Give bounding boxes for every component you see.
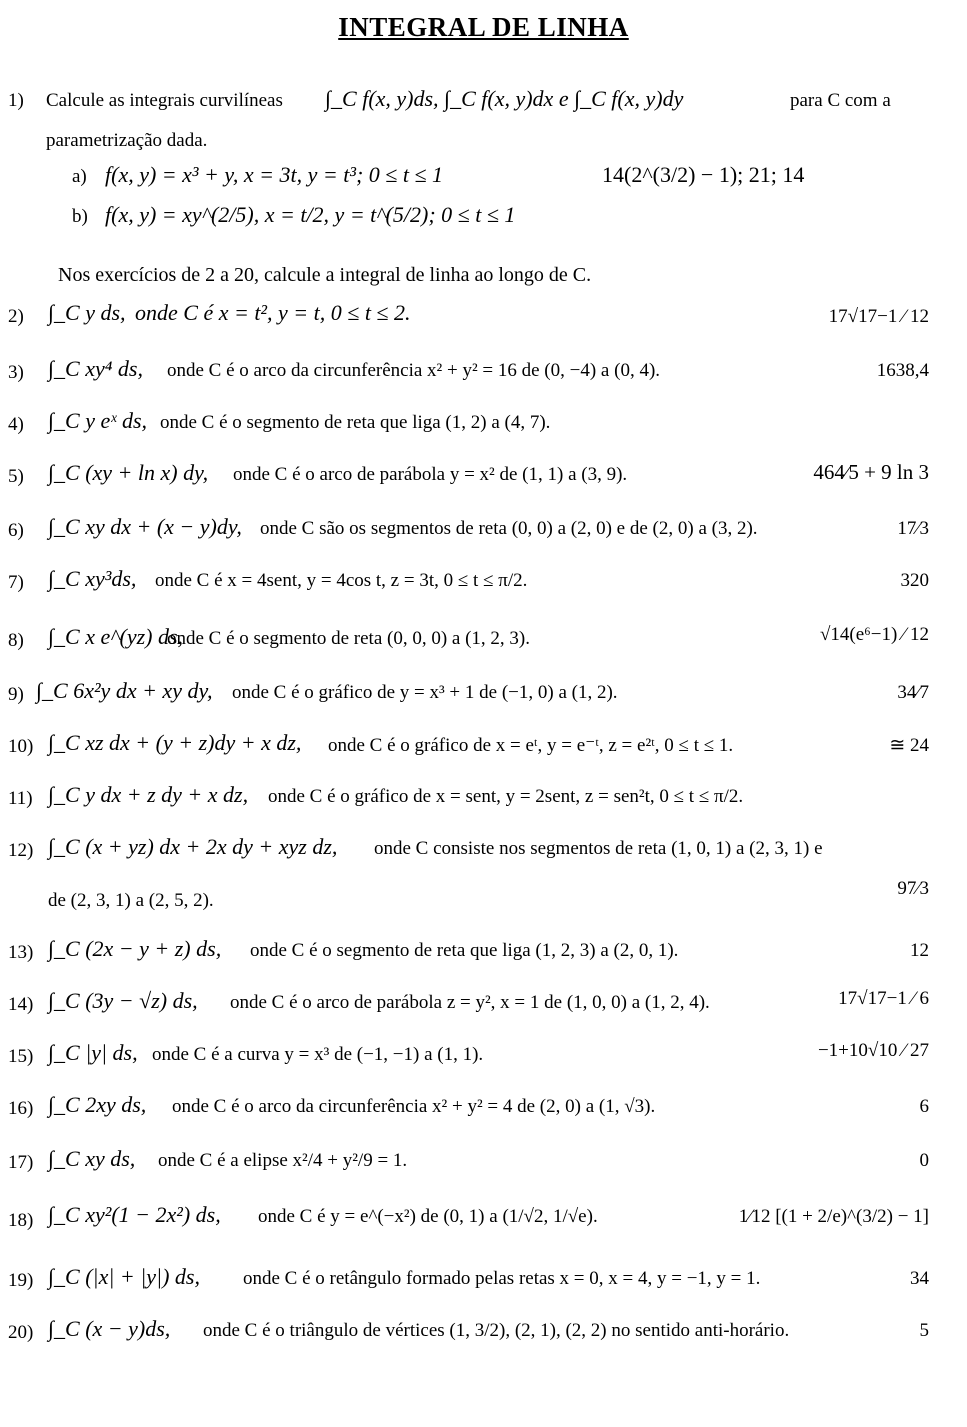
exercise-number: 7) <box>8 572 24 593</box>
exercise-description: onde C é o segmento de reta que liga (1, 2, 3) a (2, 0, 1). <box>250 940 679 961</box>
exercise-description: onde C é a elipse x²/4 + y²/9 = 1. <box>158 1150 408 1171</box>
exercise-integral: ∫_C y ds, <box>48 300 126 325</box>
exercise-answer: 6 <box>919 1096 929 1117</box>
exercise-number: 6) <box>8 520 24 541</box>
exercise-number: 17) <box>8 1152 34 1173</box>
exercise-integral: ∫_C xy⁴ ds, <box>48 356 143 381</box>
page-title: INTEGRAL DE LINHA <box>338 12 629 42</box>
exercise-number: 1) <box>8 90 24 111</box>
item-expression: f(x, y) = x³ + y, x = 3t, y = t³; 0 ≤ t ≤ 1 <box>105 162 444 187</box>
exercise-number: 19) <box>8 1270 34 1291</box>
exercise-description: onde C é o arco da circunferência x² + y² = 4 de (2, 0) a (1, √3). <box>172 1096 656 1117</box>
exercise-description: onde C é o arco da circunferência x² + y² = 16 de (0, −4) a (0, 4). <box>167 360 661 381</box>
exercise-description: onde C é o segmento de reta que liga (1, 2) a (4, 7). <box>160 412 551 433</box>
exercise-number: 2) <box>8 306 24 327</box>
exercise-description: onde C é o gráfico de x = sent, y = 2sent, z = sen²t, 0 ≤ t ≤ π/2. <box>268 786 744 807</box>
intro-text-c: parametrização dada. <box>46 130 208 151</box>
exercise-answer: 5 <box>919 1320 929 1341</box>
exercise-number: 14) <box>8 994 34 1015</box>
exercise-integral: ∫_C xy dx + (x − y)dy, <box>48 514 242 539</box>
exercise-answer: 1638,4 <box>876 360 929 381</box>
item-expression: f(x, y) = xy^(2/5), x = t/2, y = t^(5/2); 0 ≤ t ≤ 1 <box>105 202 516 227</box>
exercise-number: 9) <box>8 684 24 705</box>
intro-text-b: para C com a <box>790 90 891 111</box>
instruction-text: Nos exercícios de 2 a 20, calcule a integral de linha ao longo de C. <box>58 264 592 286</box>
exercise-integral: ∫_C (2x − y + z) ds, <box>48 936 222 961</box>
exercise-integral: ∫_C (x − y)ds, <box>48 1316 171 1341</box>
exercise-answer: 34 <box>910 1268 929 1289</box>
exercise-description: onde C é x = t², y = t, 0 ≤ t ≤ 2. <box>135 300 411 325</box>
exercise-integral: ∫_C (xy + ln x) dy, <box>48 460 209 485</box>
exercise-description: onde C é o gráfico de y = x³ + 1 de (−1, 0) a (1, 2). <box>232 682 618 703</box>
item-label: b) <box>72 206 88 227</box>
exercise-number: 10) <box>8 736 34 757</box>
exercise-integral: ∫_C xy²(1 − 2x²) ds, <box>48 1202 221 1227</box>
exercise-integral: ∫_C 2xy ds, <box>48 1092 147 1117</box>
exercise-answer: 12 <box>910 940 929 961</box>
item-label: a) <box>72 166 87 187</box>
exercise-description: onde C é x = 4sent, y = 4cos t, z = 3t, 0 ≤ t ≤ π/2. <box>155 570 528 591</box>
exercise-description: onde C é o retângulo formado pelas retas x = 0, x = 4, y = −1, y = 1. <box>243 1268 761 1289</box>
exercise-description: onde C é y = e^(−x²) de (0, 1) a (1/√2, 1/√e). <box>258 1206 598 1227</box>
exercise-answer: 34⁄7 <box>897 682 929 703</box>
exercise-answer: 17√17−1 ⁄ 12 <box>828 306 929 327</box>
exercise-number: 3) <box>8 362 24 383</box>
exercise-description: onde C é o arco de parábola z = y², x = 1 de (1, 0, 0) a (1, 2, 4). <box>230 992 710 1013</box>
exercise-integral: ∫_C y eˣ ds, <box>48 408 147 433</box>
exercise-answer: 17⁄3 <box>897 518 929 539</box>
exercise-number: 8) <box>8 630 24 651</box>
exercise-integral: ∫_C 6x²y dx + xy dy, <box>36 678 213 703</box>
exercise-answer: √14(e⁶−1) ⁄ 12 <box>819 624 929 645</box>
exercise-number: 5) <box>8 466 24 487</box>
exercise-number: 4) <box>8 414 24 435</box>
exercise-description: onde C é o arco de parábola y = x² de (1, 1) a (3, 9). <box>233 464 628 485</box>
exercise-number: 12) <box>8 840 34 861</box>
exercise-description: onde C é o triângulo de vértices (1, 3/2), (2, 1), (2, 2) no sentido anti-horário. <box>203 1320 790 1341</box>
exercise-integral: ∫_C xz dx + (y + z)dy + x dz, <box>48 730 302 755</box>
exercise-number: 13) <box>8 942 34 963</box>
exercise-integral: ∫_C y dx + z dy + x dz, <box>48 782 249 807</box>
exercise-description: onde C são os segmentos de reta (0, 0) a (2, 0) e de (2, 0) a (3, 2). <box>260 518 758 539</box>
exercise-integral: ∫_C (x + yz) dx + 2x dy + xyz dz, <box>48 834 338 859</box>
exercise-description: onde C é o segmento de reta (0, 0, 0) a (1, 2, 3). <box>167 628 531 649</box>
item-answer: 14(2^(3/2) − 1); 21; 14 <box>602 162 805 187</box>
exercise-number: 11) <box>8 788 33 809</box>
exercise-answer: 1⁄12 [(1 + 2/e)^(3/2) − 1] <box>738 1206 929 1227</box>
exercise-description: onde C é o gráfico de x = eᵗ, y = e⁻ᵗ, z = e²ᵗ, 0 ≤ t ≤ 1. <box>328 735 734 756</box>
exercise-number: 15) <box>8 1046 34 1067</box>
exercise-answer: 17√17−1 ⁄ 6 <box>838 988 929 1009</box>
exercise-integral: ∫_C xy ds, <box>48 1146 136 1171</box>
exercise-answer: ≅ 24 <box>889 735 929 756</box>
exercise-number: 20) <box>8 1322 34 1343</box>
exercise-description: onde C consiste nos segmentos de reta (1, 0, 1) a (2, 3, 1) e <box>374 838 823 859</box>
exercise-answer: 0 <box>919 1150 929 1171</box>
exercise-description: de (2, 3, 1) a (2, 5, 2). <box>48 890 214 911</box>
exercise-integral: ∫_C (|x| + |y|) ds, <box>48 1264 200 1289</box>
exercise-integral: ∫_C xy³ds, <box>48 566 137 591</box>
intro-integrals: ∫_C f(x, y)ds, ∫_C f(x, y)dx e ∫_C f(x, y)dy <box>325 86 684 111</box>
exercise-integral: ∫_C (3y − √z) ds, <box>48 988 198 1013</box>
exercise-answer: 320 <box>900 570 929 591</box>
intro-text: Calcule as integrais curvilíneas <box>46 90 283 111</box>
exercise-integral: ∫_C |y| ds, <box>48 1040 138 1065</box>
exercise-answer: 464⁄5 + 9 ln 3 <box>813 460 929 484</box>
exercise-description: onde C é a curva y = x³ de (−1, −1) a (1, 1). <box>152 1044 484 1065</box>
exercise-number: 18) <box>8 1210 34 1231</box>
exercise-integral: ∫_C x e^(yz) ds, <box>48 624 184 649</box>
exercise-answer: 97⁄3 <box>897 878 929 899</box>
exercise-number: 16) <box>8 1098 34 1119</box>
exercise-answer: −1+10√10 ⁄ 27 <box>817 1040 929 1061</box>
